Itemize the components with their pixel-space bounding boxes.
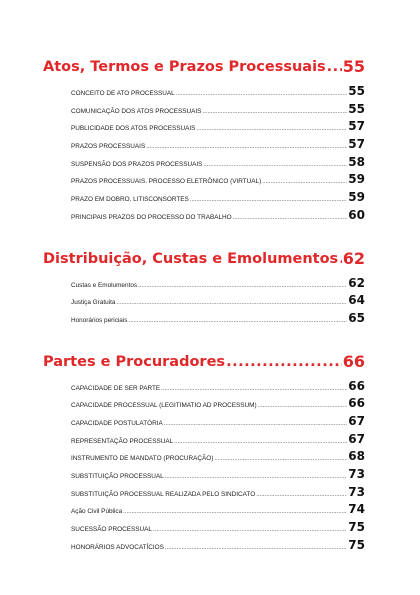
dot-leader — [256, 492, 347, 498]
toc-entries — [71, 379, 365, 556]
toc-entry[interactable] — [71, 414, 365, 432]
entry-page-number: 64 — [348, 293, 365, 308]
dot-leader — [339, 249, 342, 269]
section-heading[interactable] — [43, 249, 365, 269]
entry-title: REPRESENTAÇÃO PROCESSUAL — [71, 437, 174, 445]
entry-page-number: 59 — [348, 190, 365, 205]
dot-leader — [146, 144, 347, 150]
toc-entry[interactable] — [71, 190, 365, 208]
toc-entry[interactable] — [71, 137, 365, 155]
dot-leader — [116, 300, 347, 306]
toc-entry[interactable] — [71, 102, 365, 120]
toc-section — [43, 329, 365, 556]
toc-entries — [71, 276, 365, 329]
section-page-number: 62 — [342, 248, 365, 268]
entry-page-number: 55 — [348, 84, 365, 98]
entry-title: INSTRUMENTO DE MANDATO (PROCURAÇÃO) — [71, 455, 214, 463]
dot-leader — [327, 57, 342, 77]
dot-leader — [190, 197, 348, 203]
toc-entry[interactable] — [71, 155, 365, 173]
entry-page-number: 75 — [348, 520, 365, 535]
toc-entry[interactable] — [71, 172, 365, 190]
toc-entry[interactable] — [71, 208, 365, 226]
entry-title: Ação Civil Pública — [71, 508, 123, 516]
entry-page-number: 66 — [348, 378, 365, 393]
dot-leader — [165, 474, 348, 480]
entry-title: PRAZOS PROCESSUAIS — [71, 143, 146, 151]
section-title: Atos, Termos e Prazos Processuais — [43, 59, 326, 75]
dot-leader — [138, 283, 347, 289]
toc-entry[interactable] — [71, 396, 365, 414]
entry-title: PRAZO EM DOBRO. LITISCONSORTES — [71, 196, 189, 204]
section-page-number: 66 — [342, 351, 365, 371]
toc-entry[interactable] — [71, 119, 365, 137]
section-heading[interactable] — [43, 57, 365, 77]
entry-title: SUBSTITUIÇÃO PROCESSUAL — [71, 473, 164, 480]
entry-page-number: 55 — [348, 101, 365, 116]
entry-title: HONORÁRIOS ADVOCATÍCIOS — [71, 543, 164, 551]
dot-leader — [176, 91, 348, 97]
dot-leader — [262, 179, 347, 185]
dot-leader — [174, 439, 347, 445]
dot-leader — [196, 126, 347, 132]
dot-leader — [123, 509, 347, 515]
toc-entries — [71, 84, 365, 226]
entry-page-number: 59 — [348, 172, 365, 187]
entry-title: SUCESSÃO PROCESSUAL — [71, 526, 152, 534]
entry-title: COMUNICAÇÃO DOS ATOS PROCESSUAIS — [71, 107, 202, 115]
entry-page-number: 60 — [348, 207, 365, 222]
entry-page-number: 67 — [348, 413, 365, 428]
entry-title: PRAZOS PROCESSUAIS. PROCESSO ELETRÔNICO (VIRTUAL) — [71, 178, 262, 186]
dot-leader — [258, 403, 348, 409]
toc-entry[interactable] — [71, 467, 365, 485]
toc-entry[interactable] — [71, 84, 365, 102]
entry-title: SUSPENSÃO DOS PRAZOS PROCESSUAIS — [71, 160, 203, 168]
toc-entry[interactable] — [71, 538, 365, 556]
section-page-number: 55 — [342, 57, 365, 76]
entry-page-number: 67 — [348, 431, 365, 446]
toc-entry[interactable] — [71, 311, 365, 329]
dot-leader — [202, 109, 347, 115]
toc-entry[interactable] — [71, 520, 365, 538]
entry-page-number: 58 — [348, 154, 365, 169]
entry-title: PRINCIPAIS PRAZOS DO PROCESSO DO TRABALHO — [71, 213, 232, 221]
dot-leader — [214, 456, 347, 462]
dot-leader — [153, 527, 347, 533]
dot-leader — [165, 545, 347, 551]
entry-page-number: 73 — [348, 484, 365, 499]
entry-page-number: 66 — [348, 396, 365, 411]
entry-title: PUBLICIDADE DOS ATOS PROCESSUAIS — [71, 125, 196, 133]
entry-title: CAPACIDADE PROCESSUAL (LEGITIMATIO AD PROCESSUM) — [71, 402, 257, 410]
entry-title: Custas e Emolumentos — [71, 281, 138, 289]
dot-leader — [128, 318, 347, 324]
entry-page-number: 73 — [348, 467, 365, 481]
entry-title: CAPACIDADE DE SER PARTE — [71, 384, 161, 392]
dot-leader — [161, 386, 347, 392]
toc-entry[interactable] — [71, 293, 365, 311]
toc-section — [43, 0, 365, 226]
section-title: Partes e Procuradores — [43, 353, 226, 370]
entry-title: CAPACIDADE POSTULATÓRIA — [71, 419, 163, 427]
entry-page-number: 68 — [348, 449, 365, 464]
section-title: Distribuição, Custas e Emolumentos — [43, 250, 339, 267]
dot-leader — [233, 215, 348, 221]
entry-page-number: 62 — [348, 275, 365, 290]
entry-page-number: 57 — [348, 119, 365, 134]
entry-page-number: 75 — [348, 537, 365, 552]
entry-page-number: 65 — [348, 310, 365, 325]
entry-title: CONCEITO DE ATO PROCESSUAL — [71, 90, 175, 97]
toc-entry[interactable] — [71, 379, 365, 397]
dot-leader — [164, 421, 348, 427]
entry-title: SUBSTITUIÇÃO PROCESSUAL REALIZADA PELO SINDICATO — [71, 490, 256, 498]
toc-section — [43, 226, 365, 329]
entry-page-number: 57 — [348, 137, 365, 152]
toc-entry[interactable] — [71, 432, 365, 450]
toc-entry[interactable] — [71, 485, 365, 503]
dot-leader — [203, 162, 347, 168]
dot-leader — [226, 352, 342, 372]
toc-entry[interactable] — [71, 502, 365, 520]
entry-title: Honorários periciais — [71, 316, 128, 324]
toc-entry[interactable] — [71, 276, 365, 294]
toc-entry[interactable] — [71, 449, 365, 467]
section-heading[interactable] — [43, 352, 365, 372]
entry-page-number: 74 — [348, 502, 365, 517]
entry-title: Justiça Gratuita — [71, 299, 116, 307]
